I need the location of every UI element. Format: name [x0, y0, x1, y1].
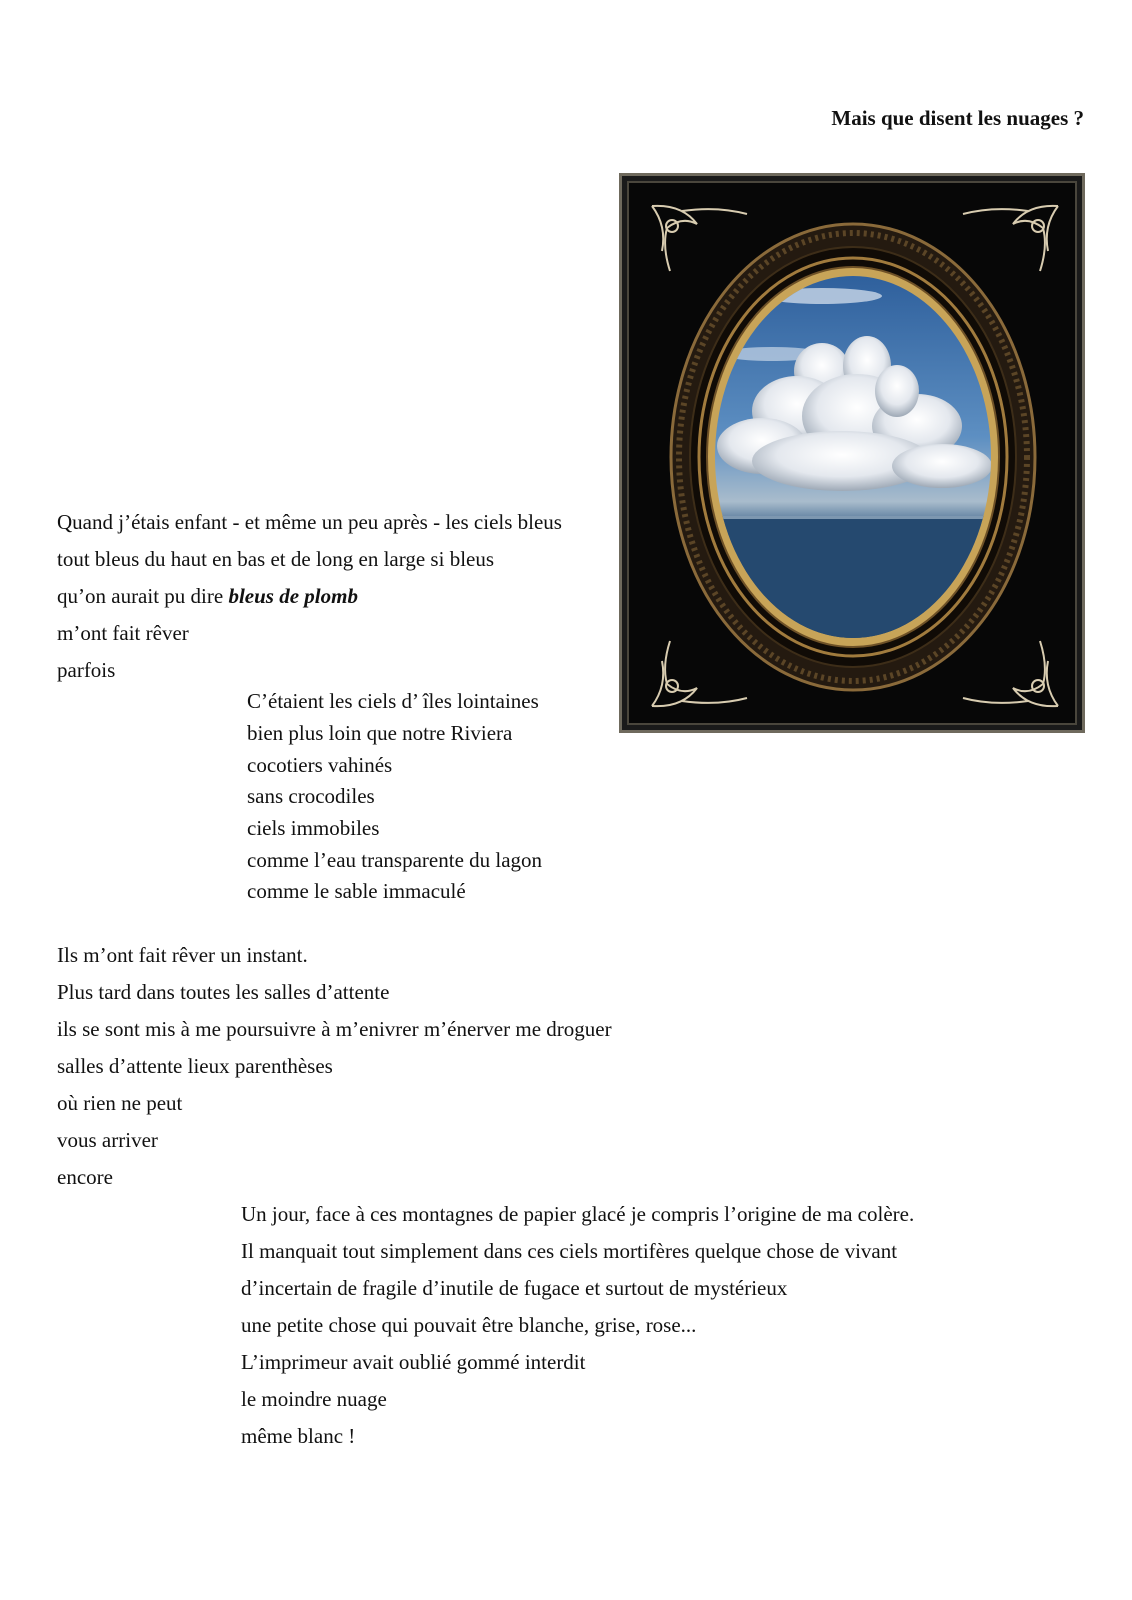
stanza4-line: d’incertain de fragile d’inutile de fugace et surtout de mystérieux [241, 1276, 788, 1300]
stanza3-line: ils se sont mis à me poursuivre à m’enivrer m’énerver me droguer [57, 1017, 612, 1041]
stanza2-line: comme l’eau transparente du lagon [247, 848, 543, 872]
stanza3-line: vous arriver [57, 1128, 158, 1152]
stanza1-line2: tout bleus du haut en bas et de long en large si bleus [57, 547, 495, 571]
stanza2-line: C’étaient les ciels d’ îles lointaines [247, 689, 539, 713]
stanza3-line: Ils m’ont fait rêver un instant. [57, 943, 308, 967]
stanza4-line: Un jour, face à ces montagnes de papier glacé je compris l’origine de ma colère. [241, 1202, 915, 1226]
stanza2-line: cocotiers vahinés [247, 753, 393, 777]
stanza1-line3-prefix: qu’on aurait pu dire [57, 584, 229, 608]
framed-cloud-picture [619, 173, 1085, 733]
stanza2-line: ciels immobiles [247, 816, 380, 840]
stanza4-line: Il manquait tout simplement dans ces ciels mortifères quelque chose de vivant [241, 1239, 898, 1263]
stanza1-line1: Quand j’étais enfant - et même un peu après - les ciels bleus [57, 510, 562, 534]
stanza3-line: Plus tard dans toutes les salles d’attente [57, 980, 390, 1004]
stanza4-line: le moindre nuage [241, 1387, 387, 1411]
stanza1-line5: parfois [57, 658, 116, 682]
stanza1-line4: m’ont fait rêver [57, 621, 189, 645]
stanza2-line: sans crocodiles [247, 784, 375, 808]
stanza1-line3 [57, 586, 358, 607]
stanza3-line: où rien ne peut [57, 1091, 183, 1115]
stanza4-line: une petite chose qui pouvait être blanche, grise, rose... [241, 1313, 697, 1337]
page-title: Mais que disent les nuages ? [831, 106, 1084, 130]
stanza4-line: L’imprimeur avait oublié gommé interdit [241, 1350, 586, 1374]
emphasis-bleus-de-plomb: bleus de plomb [228, 584, 358, 608]
stanza2-line: bien plus loin que notre Riviera [247, 721, 513, 745]
stanza3-line: salles d’attente lieux parenthèses [57, 1054, 333, 1078]
cloud-mirror-illustration [622, 176, 1088, 736]
stanza4-line: même blanc ! [241, 1424, 356, 1448]
stanza2-line: comme le sable immaculé [247, 879, 466, 903]
stanza3-line: encore [57, 1165, 113, 1189]
